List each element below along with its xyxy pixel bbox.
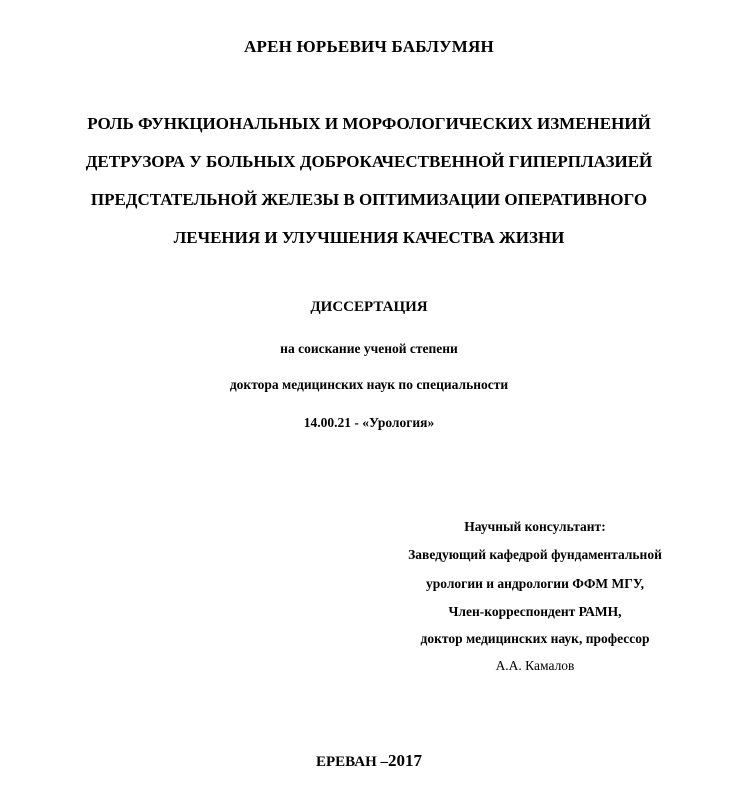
document-type: ДИССЕРТАЦИЯ (310, 299, 428, 315)
title-line: РОЛЬ ФУНКЦИОНАЛЬНЫХ И МОРФОЛОГИЧЕСКИХ ИЗМЕНЕНИЙ (87, 114, 651, 133)
author-name: АРЕН ЮРЬЕВИЧ БАБЛУМЯН (244, 37, 494, 56)
title-line: ЛЕЧЕНИЯ И УЛУЧШЕНИЯ КАЧЕСТВА ЖИЗНИ (173, 228, 565, 247)
year: 2017 (387, 751, 422, 770)
title-line: ПРЕДСТАТЕЛЬНОЙ ЖЕЛЕЗЫ В ОПТИМИЗАЦИИ ОПЕРАТИВНОГО (90, 190, 648, 209)
consultant-degree: доктор медицинских наук, профессор (420, 631, 650, 646)
degree-line: на соискание ученой степени (280, 341, 458, 356)
consultant-name: А.А. Камалов (495, 658, 575, 673)
consultant-position: Заведующий кафедрой фундаментальной (408, 547, 662, 562)
consultant-heading: Научный консультант: (464, 519, 606, 534)
title-line: ДЕТРУЗОРА У БОЛЬНЫХ ДОБРОКАЧЕСТВЕННОЙ ГИПЕРПЛАЗИЕЙ (85, 152, 653, 171)
consultant-position: урологии и андрологии ФФМ МГУ, (426, 576, 644, 591)
specialty-line: 14.00.21 - «Урология» (303, 415, 435, 430)
city: ЕРЕВАН – (316, 754, 388, 770)
degree-line: доктора медицинских наук по специальности (229, 377, 509, 392)
consultant-title: Член-корреспондент РАМН, (448, 604, 622, 619)
place-and-year (0, 752, 738, 770)
